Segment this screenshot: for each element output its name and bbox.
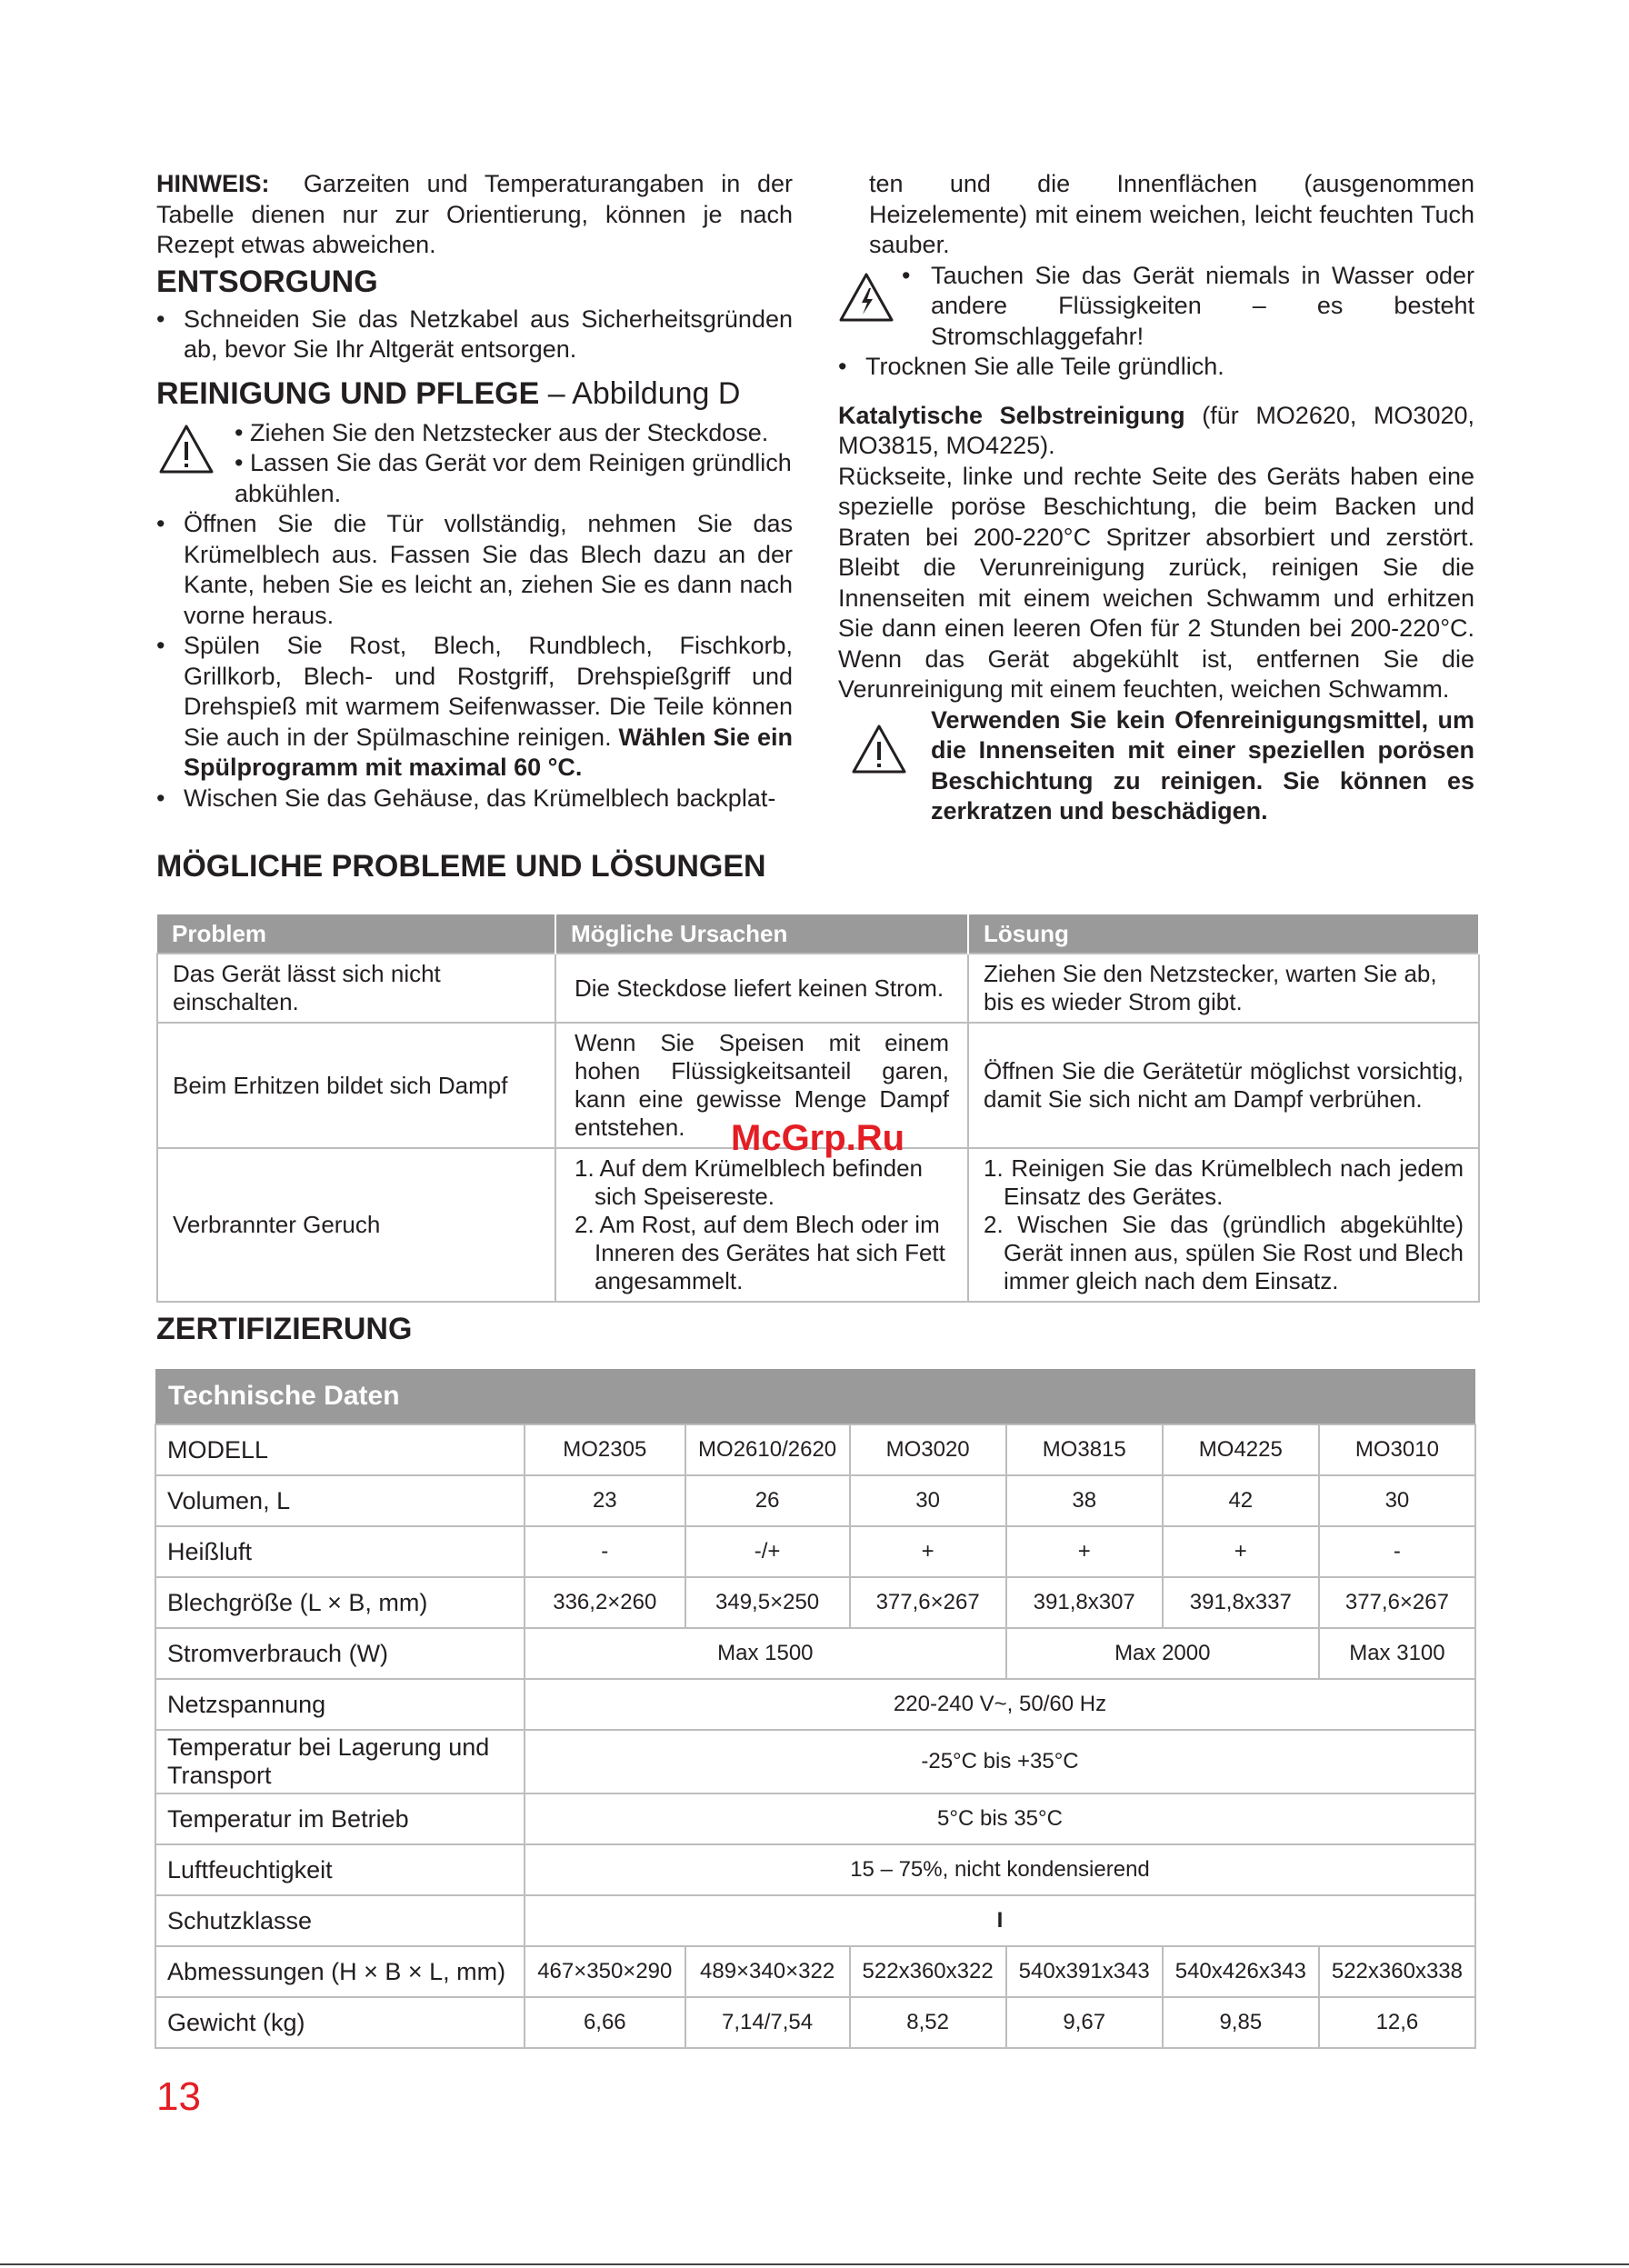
problems-table — [156, 914, 1480, 1303]
note-text: Garzeiten und Temperaturangaben in der Tabelle dienen nur zur Orientierung, können je nach Rezept etwas abweichen. — [156, 170, 793, 258]
volume-cell: 30 — [1319, 1475, 1475, 1526]
row-label: Volumen, L — [155, 1475, 525, 1526]
watermark: McGrp.Ru — [731, 1118, 905, 1158]
problems-heading: MÖGLICHE PROBLEME UND LÖSUNGEN — [156, 849, 766, 884]
voltage-cell: 220-240 V~, 50/60 Hz — [525, 1679, 1475, 1730]
weight-cell: 7,14/7,54 — [685, 1997, 850, 2048]
model-cell: MO3020 — [850, 1424, 1006, 1475]
volume-cell: 42 — [1163, 1475, 1319, 1526]
power-cell: Max 1500 — [525, 1628, 1006, 1679]
page-number: 13 — [156, 2074, 201, 2119]
weight-cell: 8,52 — [850, 1997, 1006, 2048]
row-label: Blechgröße (L × B, mm) — [155, 1577, 525, 1628]
note-label: HINWEIS: — [156, 170, 270, 197]
cause-cell — [555, 1148, 968, 1302]
row-label: Luftfeuchtigkeit — [155, 1844, 525, 1895]
problems-header-row — [157, 914, 1479, 954]
table-row — [155, 1424, 1475, 1475]
cleaning-warning — [156, 418, 793, 510]
tech-data-title-row — [155, 1369, 1475, 1424]
electric-shock-icon — [838, 272, 894, 323]
protection-cell: I — [525, 1895, 1475, 1946]
row-label: Temperatur bei Lagerung und Transport — [155, 1730, 525, 1793]
certification-heading: ZERTIFIZIERUNG — [156, 1312, 413, 1346]
convection-cell: -/+ — [685, 1526, 850, 1577]
volume-cell: 23 — [525, 1475, 685, 1526]
row-label: Heißluft — [155, 1526, 525, 1577]
model-cell: MO4225 — [1163, 1424, 1319, 1475]
catalytic-title: Katalytische Selbstreinigung — [838, 401, 1185, 429]
model-cell: MO2610/2620 — [685, 1424, 850, 1475]
row-label: MODELL — [155, 1424, 525, 1475]
power-cell: Max 3100 — [1319, 1628, 1475, 1679]
solution-cell: Öffnen Sie die Gerätetür möglichst vorsichtig, damit Sie sich nicht am Dampf verbrühen. — [968, 1023, 1479, 1148]
solution-item-2: 2. Wischen Sie das (gründlich abgekühlte) Gerät innen aus, spülen Sie Rost und Blech immer gleich nach dem Einsatz. — [984, 1211, 1464, 1294]
dimensions-cell: 540x391x343 — [1006, 1946, 1163, 1997]
solution-cell: Ziehen Sie den Netzstecker, warten Sie ab, bis es wieder Strom gibt. — [968, 954, 1479, 1023]
right-column — [838, 169, 1474, 827]
row-label: Temperatur im Betrieb — [155, 1793, 525, 1844]
catalytic-warning-text: Verwenden Sie kein Ofenreinigungsmittel, um die Innenseiten mit einer speziellen porösen Beschichtung zu reinigen. Sie können es zerkratzen und beschädigen. — [931, 705, 1474, 824]
table-row — [155, 1895, 1475, 1946]
catalytic-models: (für MO2620, MO3020, MO3815, MO4225). — [838, 401, 1475, 459]
table-row — [155, 1628, 1475, 1679]
dimensions-cell: 540x426x343 — [1163, 1946, 1319, 1997]
dry-bullet: • Trocknen Sie alle Teile gründlich. — [838, 352, 1474, 383]
weight-cell: 9,85 — [1163, 1997, 1319, 2048]
continuation-text: ten und die Innenflächen (ausgenommen Heizelemente) mit einem weichen, leicht feuchten Tuch sauber. — [869, 170, 1474, 258]
cleaning-bullet-2-bold: Wählen Sie ein Spülprogramm mit maximal 60 °C. — [184, 723, 794, 781]
table-row — [155, 1997, 1475, 2048]
problem-cell: Das Gerät lässt sich nicht einschalten. — [157, 954, 555, 1023]
dimensions-cell: 467×350×290 — [525, 1946, 685, 1997]
cause-cell: Wenn Sie Speisen mit einem hohen Flüssigkeitsanteil garen, kann eine gewisse Menge Dampf entstehen. — [555, 1023, 968, 1148]
tray-cell: 377,6×267 — [1319, 1577, 1475, 1628]
volume-cell: 26 — [685, 1475, 850, 1526]
dimensions-cell: 522x360x338 — [1319, 1946, 1475, 1997]
shock-warning-text: • Tauchen Sie das Gerät niemals in Wasser oder andere Flüssigkeiten – es besteht Stromschlaggefahr! — [902, 261, 1474, 353]
cleaning-heading-title: REINIGUNG UND PFLEGE — [156, 375, 540, 411]
convection-cell: - — [1319, 1526, 1475, 1577]
storage-temp-cell: -25°C bis +35°C — [525, 1730, 1475, 1793]
cleaning-bullet-2 — [156, 631, 793, 784]
model-cell: MO3010 — [1319, 1424, 1475, 1475]
cleaning-bullet-3: • Wischen Sie das Gehäuse, das Krümelblech backplat- — [156, 784, 793, 814]
header-solution: Lösung — [968, 914, 1479, 954]
dimensions-cell: 489×340×322 — [685, 1946, 850, 1997]
row-label: Netzspannung — [155, 1679, 525, 1730]
weight-cell: 9,67 — [1006, 1997, 1163, 2048]
model-cell: MO2305 — [525, 1424, 685, 1475]
cause-item-2: 2. Am Rost, auf dem Blech oder im Inneren des Gerätes hat sich Fett angesammelt. — [575, 1211, 945, 1294]
table-row — [155, 1475, 1475, 1526]
problem-cell: Beim Erhitzen bildet sich Dampf — [157, 1023, 555, 1148]
convection-cell: + — [850, 1526, 1006, 1577]
solution-cell — [968, 1148, 1479, 1302]
power-cell: Max 2000 — [1006, 1628, 1319, 1679]
tech-data-table — [155, 1369, 1476, 2049]
warning-triangle-icon — [158, 424, 215, 475]
catalytic-warning — [838, 705, 1474, 827]
note-paragraph — [156, 169, 793, 261]
volume-cell: 30 — [850, 1475, 1006, 1526]
dimensions-cell: 522x360x322 — [850, 1946, 1006, 1997]
convection-cell: + — [1163, 1526, 1319, 1577]
weight-cell: 12,6 — [1319, 1997, 1475, 2048]
tray-cell: 349,5×250 — [685, 1577, 850, 1628]
humidity-cell: 15 – 75%, nicht kondensierend — [525, 1844, 1475, 1895]
catalytic-text: Rückseite, linke und rechte Seite des Geräts haben eine spezielle poröse Beschichtung, die beim Backen und Braten bei 200-220°C Spritzer absorbiert und zerstört. Bleibt die Verunreinigung zurück, reinigen Sie die Innenseiten mit einem weichen Schwamm und erhitzen Sie dann einen leeren Ofen für 2 Stunden bei 200-220°C. Wenn das Gerät abgekühlt ist, entfernen Sie die Verunreinigung mit einem feuchten, weichen Schwamm. — [838, 462, 1474, 703]
convection-cell: - — [525, 1526, 685, 1577]
cleaning-bullet-1: • Öffnen Sie die Tür vollständig, nehmen Sie das Krümelblech aus. Fassen Sie das Blech dazu an der Kante, heben Sie es leicht an, ziehen Sie es dann nach vorne heraus. — [156, 509, 793, 631]
header-problem: Problem — [157, 914, 555, 954]
table-row — [155, 1946, 1475, 1997]
bottom-divider — [0, 2263, 1629, 2265]
table-row — [155, 1844, 1475, 1895]
tray-cell: 377,6×267 — [850, 1577, 1006, 1628]
operating-temp-cell: 5°C bis 35°C — [525, 1793, 1475, 1844]
row-label: Stromverbrauch (W) — [155, 1628, 525, 1679]
convection-cell: + — [1006, 1526, 1163, 1577]
warning-line-1: • Ziehen Sie den Netzstecker aus der Steckdose. — [235, 418, 769, 446]
table-row — [155, 1679, 1475, 1730]
row-label: Gewicht (kg) — [155, 1997, 525, 2048]
disposal-bullet: • Schneiden Sie das Netzkabel aus Sicherheitsgründen ab, bevor Sie Ihr Altgerät entsorgen. — [156, 305, 793, 365]
solution-item-1: 1. Reinigen Sie das Krümelblech nach jedem Einsatz des Gerätes. — [984, 1154, 1464, 1210]
problem-cell: Verbrannter Geruch — [157, 1148, 555, 1302]
cause-item-1: 1. Auf dem Krümelblech befinden sich Speisereste. — [575, 1154, 924, 1210]
cleaning-heading — [156, 375, 793, 413]
model-cell: MO3815 — [1006, 1424, 1163, 1475]
table-row — [157, 1148, 1479, 1302]
header-cause: Mögliche Ursachen — [555, 914, 968, 954]
table-row — [155, 1526, 1475, 1577]
row-label: Abmessungen (H × B × L, mm) — [155, 1946, 525, 1997]
weight-cell: 6,66 — [525, 1997, 685, 2048]
table-row — [155, 1730, 1475, 1793]
warning-line-2: • Lassen Sie das Gerät vor dem Reinigen gründlich abkühlen. — [235, 449, 792, 507]
tray-cell: 391,8x307 — [1006, 1577, 1163, 1628]
disposal-heading: ENTSORGUNG — [156, 264, 378, 299]
table-row — [157, 954, 1479, 1023]
catalytic-paragraph — [838, 401, 1474, 705]
tray-cell: 336,2×260 — [525, 1577, 685, 1628]
tray-cell: 391,8x337 — [1163, 1577, 1319, 1628]
table-row — [155, 1577, 1475, 1628]
tech-data-title: Technische Daten — [155, 1369, 1475, 1424]
shock-warning — [838, 261, 1474, 353]
cleaning-heading-sub: – Abbildung D — [547, 375, 741, 411]
cleaning-bullet-2-text: Spülen Sie Rost, Blech, Rundblech, Fischkorb, Grillkorb, Blech- und Rostgriff, Drehspießgriff und Drehspieß mit warmem Seifenwasser. Die Teile können Sie auch in der Spülmaschine reinigen. — [184, 632, 793, 751]
warning-triangle-icon — [851, 724, 907, 774]
table-row — [155, 1793, 1475, 1844]
cause-cell: Die Steckdose liefert keinen Strom. — [555, 954, 968, 1023]
row-label: Schutzklasse — [155, 1895, 525, 1946]
volume-cell: 38 — [1006, 1475, 1163, 1526]
left-column — [156, 169, 793, 814]
